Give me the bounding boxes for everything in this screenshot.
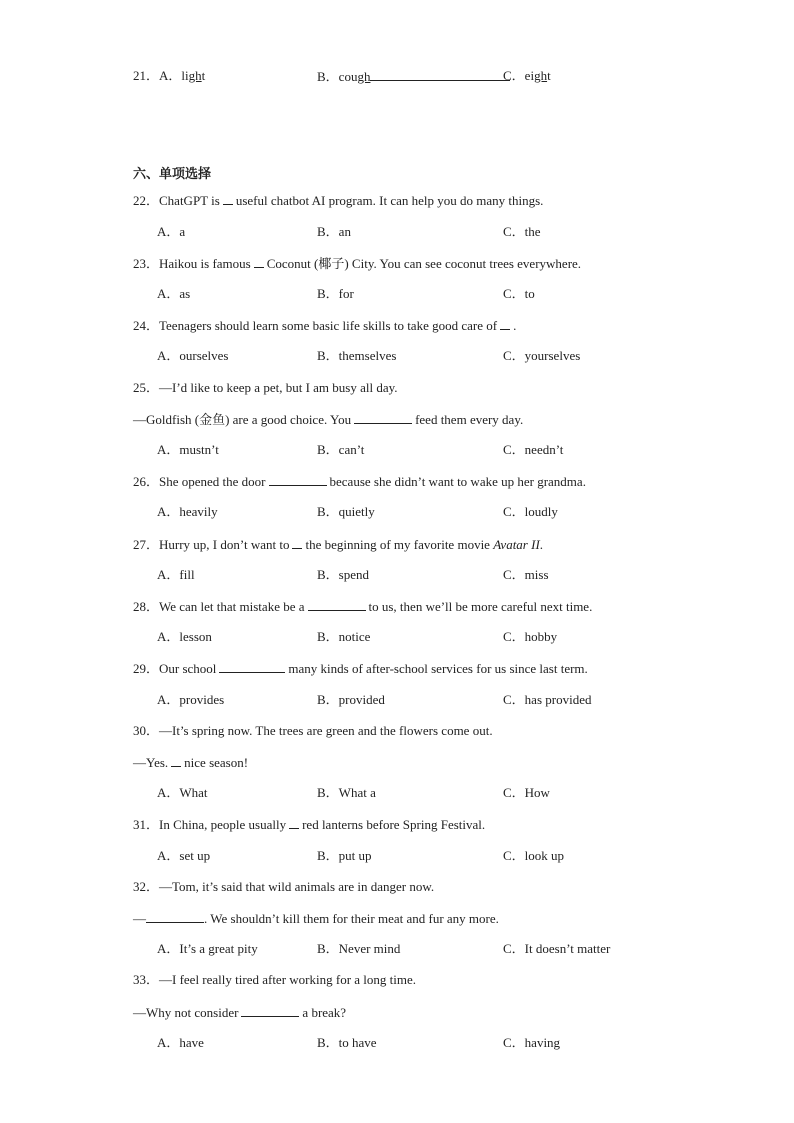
q23-option-b: B．for [317,286,354,301]
question-30-reply: —Yes. nice season! [133,755,249,770]
q24-option-c: C．yourselves [503,348,581,363]
question-32-reply: — . We shouldn’t kill them for their meat and fur any more. [133,911,499,926]
question-33-reply: —Why not consider a break? [133,1005,347,1020]
q29-option-c: C．has provided [503,692,592,707]
q27-option-c: C．miss [503,567,549,582]
q30-option-c: C．How [503,785,550,800]
q31-option-b: B．put up [317,848,372,863]
question-number: 21． [133,68,160,83]
question-32: 32．—Tom, it’s said that wild animals are in danger now. [133,879,435,894]
q31-option-a: A．set up [157,848,211,863]
q22-option-c: C．the [503,224,541,239]
q27-option-b: B．spend [317,567,370,582]
q33-option-b: B．to have [317,1035,377,1050]
q32-option-a: A．It’s a great pity [157,941,258,956]
q26-option-c: C．loudly [503,504,558,519]
question-29: 29．Our school many kinds of after-school services for us since last term. [133,661,588,676]
question-25-reply: —Goldfish (金鱼) are a good choice. You feed them every day. [133,412,524,427]
q33-option-a: A．have [157,1035,204,1050]
q30-option-b: B．What a [317,785,376,800]
q25-option-c: C．needn’t [503,442,564,457]
q32-option-c: C．It doesn’t matter [503,941,611,956]
section-title: 六、单项选择 [133,166,212,181]
q25-option-a: A．mustn’t [157,442,219,457]
question-31: 31．In China, people usually red lanterns before Spring Festival. [133,817,486,832]
q23-option-c: C．to [503,286,535,301]
q28-option-a: A．lesson [157,629,212,644]
q25-option-b: B．can’t [317,442,365,457]
question-24: 24．Teenagers should learn some basic life skills to take good care of . [133,318,517,333]
q33-option-c: C．having [503,1035,561,1050]
q21-option-b: B．cough [317,68,510,85]
q32-option-b: B．Never mind [317,941,401,956]
question-33: 33．—I feel really tired after working for a long time. [133,972,417,987]
q31-option-c: C．look up [503,848,565,863]
question-21: 21．A．light [133,68,206,83]
q23-option-a: A．as [157,286,191,301]
q24-option-a: A．ourselves [157,348,229,363]
question-30: 30．—It’s spring now. The trees are green and the flowers come out. [133,723,493,738]
question-27: 27．Hurry up, I don’t want to the beginning of my favorite movie Avatar II. [133,537,544,552]
q26-option-a: A．heavily [157,504,218,519]
question-23: 23．Haikou is famous Coconut (椰子) City. You can see coconut trees everywhere. [133,256,582,271]
question-28: 28．We can let that mistake be a to us, then we’ll be more careful next time. [133,599,593,614]
q22-option-b: B．an [317,224,351,239]
q28-option-c: C．hobby [503,629,558,644]
q28-option-b: B．notice [317,629,371,644]
q29-option-a: A．provides [157,692,225,707]
q26-option-b: B．quietly [317,504,375,519]
q21-option-c: C．eight [503,68,551,83]
q24-option-b: B．themselves [317,348,397,363]
question-22: 22．ChatGPT is useful chatbot AI program. It can help you do many things. [133,193,544,208]
q22-option-a: A．a [157,224,186,239]
question-26: 26．She opened the door because she didn’t want to wake up her grandma. [133,474,586,489]
q29-option-b: B．provided [317,692,385,707]
question-25: 25．—I’d like to keep a pet, but I am busy all day. [133,380,398,395]
q30-option-a: A．What [157,785,208,800]
q27-option-a: A．fill [157,567,195,582]
